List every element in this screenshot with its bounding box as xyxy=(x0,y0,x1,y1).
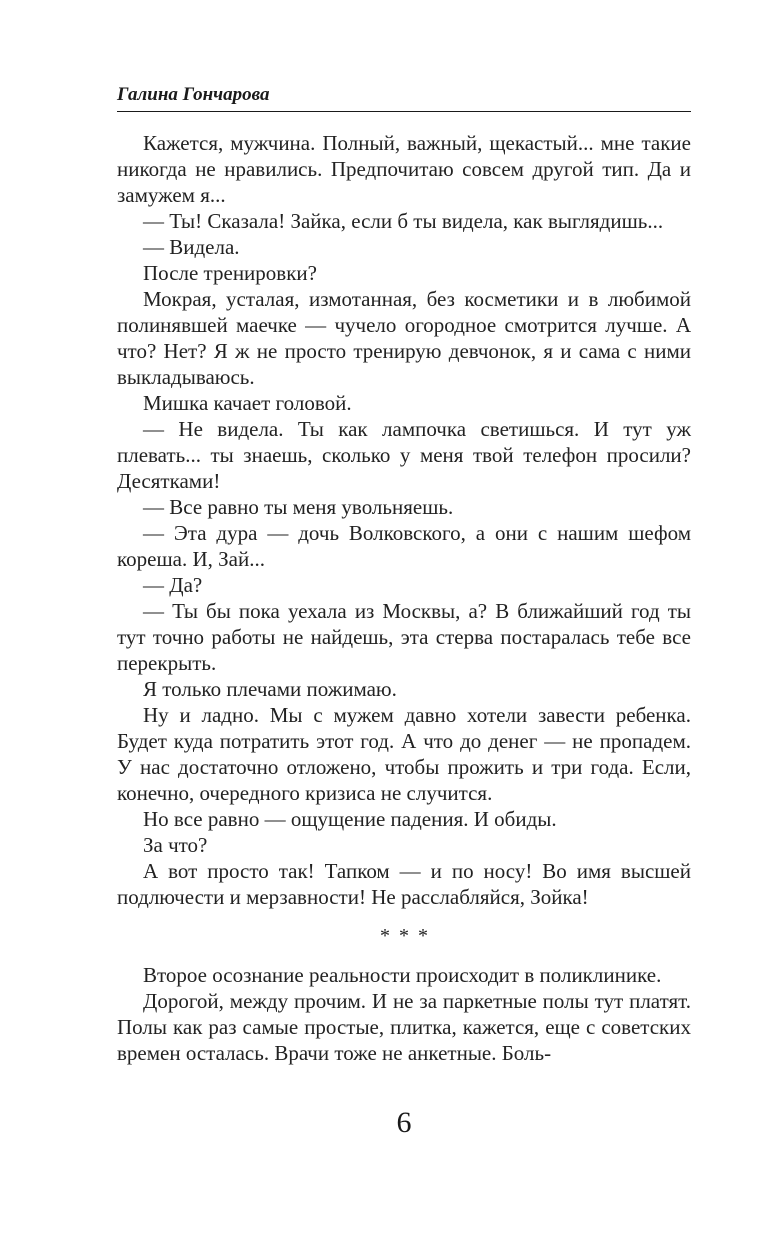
paragraph: Ну и ладно. Мы с мужем давно хотели завести ребенка. Будет куда потратить этот год. А что до денег — не пропадем. У нас достаточно отложено, чтобы прожить и три года. Если, конечно, очередного кризиса не случится. xyxy=(117,703,691,805)
paragraph: А вот просто так! Тапком — и по носу! Во имя высшей подлючести и мерзавности! Не расслабляйся, Зойка! xyxy=(117,859,691,909)
paragraph: — Ты! Сказала! Зайка, если б ты видела, как выглядишь... xyxy=(143,209,664,233)
scene-break-asterisks: * * * xyxy=(380,925,428,947)
page-number: 6 xyxy=(396,1106,412,1139)
paragraph: — Не видела. Ты как лампочка светишься. И тут уж плевать... ты знаешь, сколько у меня твой телефон просили? Десятками! xyxy=(117,417,691,493)
paragraph: — Все равно ты меня увольняешь. xyxy=(143,495,454,519)
paragraph: — Ты бы пока уехала из Москвы, а? В ближайший год ты тут точно работы не найдешь, эта стерва постаралась тебе все перекрыть. xyxy=(117,599,691,675)
header-rule xyxy=(117,111,691,112)
running-head-author: Галина Гончарова xyxy=(117,84,270,105)
paragraph: Мишка качает головой. xyxy=(143,391,352,415)
paragraph: Я только плечами пожимаю. xyxy=(143,677,397,701)
paragraph: Мокрая, усталая, измотанная, без косметики и в любимой полинявшей маечке — чучело огородное смотрится лучше. А что? Нет? Я ж не просто тренирую девчонок, я и сама с ними выкладываюсь. xyxy=(117,287,691,389)
paragraph: После тренировки? xyxy=(143,261,317,285)
paragraph: — Видела. xyxy=(143,235,240,259)
paragraph: Кажется, мужчина. Полный, важный, щекастый... мне такие никогда не нравились. Предпочитаю совсем другой тип. Да и замужем я... xyxy=(117,131,691,207)
paragraph: — Эта дура — дочь Волковского, а они с нашим шефом кореша. И, Зай... xyxy=(117,521,691,571)
body-text xyxy=(117,130,691,1066)
paragraph: Второе осознание реальности происходит в поликлинике. xyxy=(143,963,662,987)
paragraph: Дорогой, между прочим. И не за паркетные полы тут платят. Полы как раз самые простые, плитка, кажется, еще с советских времен осталась. Врачи тоже не анкетные. Боль- xyxy=(117,989,691,1065)
paragraph: За что? xyxy=(143,833,208,857)
paragraph: — Да? xyxy=(143,573,203,597)
paragraph: Но все равно — ощущение падения. И обиды. xyxy=(143,807,557,831)
